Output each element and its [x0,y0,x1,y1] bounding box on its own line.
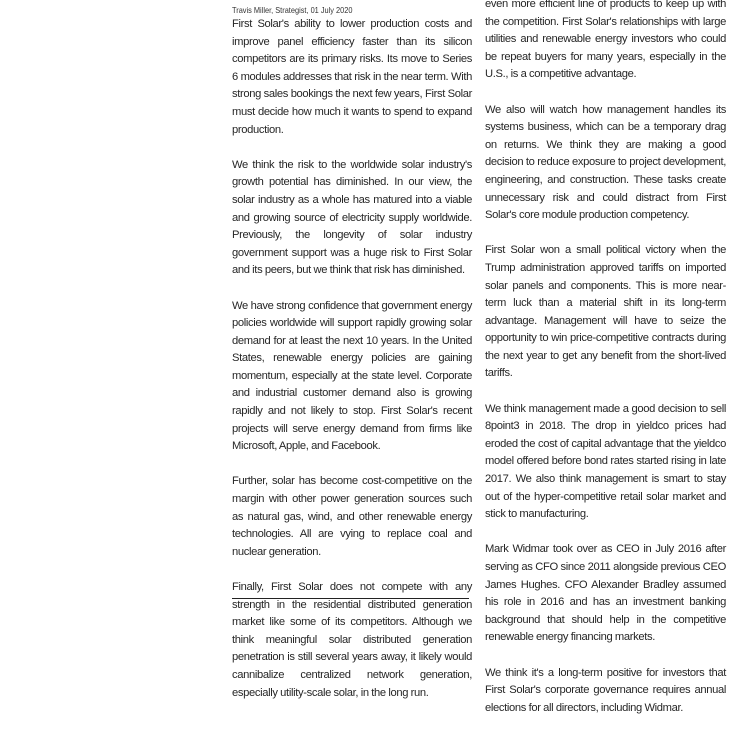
footnote-divider [232,598,469,599]
paragraph: Further, solar has become cost-competitive on the margin with other power generation sources such as natural gas, wind, and other renewable energy technologies. All are vying to replace coal and nuclear generation. [232,475,472,558]
paragraph: Mark Widmar took over as CEO in July 2016 after serving as CFO since 2011 alongside previous CEO James Hughes. CFO Alexander Bradley assumed his role in 2016 and has an investment banking background that should help in the competitive renewable energy financing markets. [485,543,726,644]
paragraph: We think management made a good decision to sell 8point3 in 2018. The drop in yieldco prices had eroded the cost of capital advantage that the yieldco model offered before bond rates started rising in late 2017. We also think management is smart to stay out of the hyper-competitive retail solar market and stick to manufacturing. [485,402,726,521]
byline: Travis Miller, Strategist, 01 July 2020 [232,5,353,15]
paragraph: First Solar's ability to lower production costs and improve panel efficiency faster than its silicon competitors are its primary risks. Its move to Series 6 modules addresses that risk in the near term. With strong sales bookings the next few years, First Solar must decide how much it wants to spend to expand production. [232,18,472,136]
paragraph: Finally, First Solar does not compete with any strength in the residential distributed generation market like some of its competitors. Although we think meaningful solar distributed generation penetration is still several years away, it likely would cannibalize centralized network generation, especially utility-scale solar, in the long run. [232,581,472,699]
right-column [485,0,726,735]
paragraph: even more efficient line of products to keep up with the competition. First Solar's relationships with large utilities and renewable energy investors who could be repeat buyers for many years, especially in the U.S., is a competitive advantage. [485,0,726,81]
paragraph: We also will watch how management handles its systems business, which can be a temporary drag on returns. We think they are making a good decision to reduce exposure to project development, engineering, and construction. These tasks create unnecessary risk and could distract from First Solar's core module production competency. [485,103,726,222]
paragraph: We think it's a long-term positive for investors that First Solar's corporate governance requires annual elections for all directors, including Widmar. [485,666,726,714]
paragraph: First Solar won a small political victory when the Trump administration approved tariffs on imported solar panels and components. This is more near-term luck than a material shift in its long-term advantage. Management will have to seize the opportunity to win price-competitive contracts during the next year to get any benefit from the short-lived tariffs. [485,244,726,380]
left-column [232,0,472,720]
paragraph: We have strong confidence that government energy policies worldwide will support rapidly growing solar demand for at least the next 10 years. In the United States, renewable energy policies are gaining momentum, especially at the state level. Corporate and industrial customer demand also is growing rapidly and not likely to stop. First Solar's recent projects will serve energy demand from firms like Microsoft, Apple, and Facebook. [232,299,472,453]
paragraph: We think the risk to the worldwide solar industry's growth potential has diminished. In our view, the solar industry as a whole has matured into a viable and growing source of electricity supply worldwide. Previously, the longevity of solar industry government support was a huge risk to First Solar and its peers, but we think that risk has diminished. [232,158,472,277]
